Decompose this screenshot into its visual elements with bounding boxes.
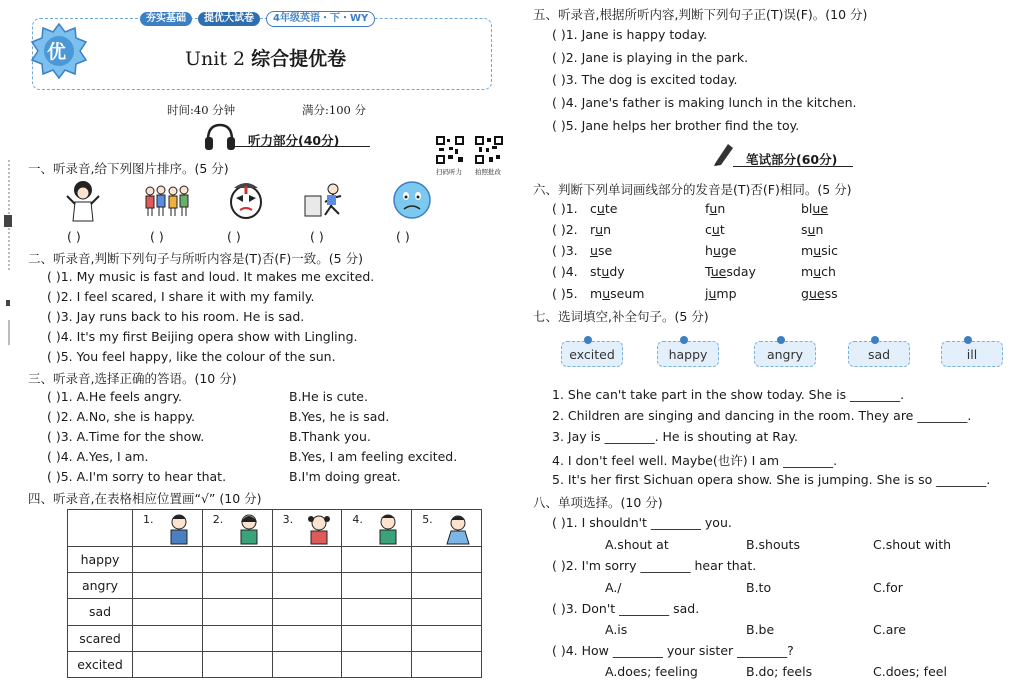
- part3-option-b: B.He is cute.: [289, 389, 368, 404]
- part6-number: ( )1.: [552, 201, 578, 216]
- part6-number: ( )5.: [552, 286, 578, 301]
- listening-qr-icon[interactable]: [435, 135, 465, 165]
- part8-option-a: A.shout at: [605, 537, 669, 552]
- grid-cell[interactable]: [133, 625, 203, 651]
- grid-cell[interactable]: [133, 573, 203, 599]
- part1-title: 一、听录音,给下列图片排序。(5 分): [28, 161, 229, 176]
- word-angry: angry: [766, 346, 804, 362]
- part5-item: ( )1. Jane is happy today.: [552, 27, 708, 42]
- pic4-blank[interactable]: ( ): [310, 229, 324, 244]
- grid-row-label: sad: [68, 599, 133, 625]
- pic1-blank[interactable]: ( ): [67, 229, 81, 244]
- part6-word: cute: [590, 201, 618, 216]
- children-group-picture: [143, 183, 191, 219]
- grid-col-header: [202, 510, 272, 547]
- part6-word: museum: [590, 286, 645, 301]
- part2-item: ( )4. It's my first Beijing opera show with Lingling.: [47, 329, 358, 344]
- part3-question: ( )3. A.Time for the show.: [47, 429, 205, 444]
- col-number: 1.: [143, 513, 154, 526]
- part8-option-b: B.be: [746, 622, 775, 637]
- part3-option-b: B.Yes, I am feeling excited.: [289, 449, 458, 464]
- col-number: 4.: [352, 513, 363, 526]
- part8-option-c: C.shout with: [873, 537, 952, 552]
- part6-word: music: [801, 243, 838, 258]
- part2-title: 二、听录音,判断下列句子与所听内容是(T)否(F)一致。(5 分): [28, 251, 363, 266]
- grid-cell[interactable]: [133, 651, 203, 677]
- grid-cell[interactable]: [133, 599, 203, 625]
- grid-cell[interactable]: [412, 651, 482, 677]
- part8-question: ( )3. Don't ________ sad.: [552, 601, 700, 616]
- pin-icon: [964, 336, 972, 344]
- grid-cell[interactable]: [272, 625, 342, 651]
- part2-item: ( )3. Jay runs back to his room. He is sad.: [47, 309, 305, 324]
- part6-word: sun: [801, 222, 824, 237]
- part6-word: study: [590, 264, 625, 279]
- qr2-label: 拍照批改: [475, 168, 501, 176]
- part5-title: 五、听录音,根据所听内容,判断下列句子正(T)误(F)。(10 分): [533, 7, 868, 22]
- word-happy: happy: [668, 346, 708, 362]
- part6-number: ( )4.: [552, 264, 578, 279]
- grid-cell[interactable]: [202, 651, 272, 677]
- grid-cell[interactable]: [272, 651, 342, 677]
- grid-cell[interactable]: [202, 625, 272, 651]
- part8-option-b: B.shouts: [746, 537, 800, 552]
- part3-option-b: B.Yes, he is sad.: [289, 409, 390, 424]
- part6-number: ( )3.: [552, 243, 578, 258]
- part8-option-a: A.does; feeling: [605, 664, 698, 679]
- grading-qr-icon[interactable]: [474, 135, 504, 165]
- grid-cell[interactable]: [412, 573, 482, 599]
- pic5-blank[interactable]: ( ): [396, 229, 410, 244]
- grid-cell[interactable]: [342, 625, 412, 651]
- grid-cell[interactable]: [342, 651, 412, 677]
- grid-cell[interactable]: [342, 599, 412, 625]
- part6-word: cut: [705, 222, 725, 237]
- qr1-label: 扫码听力: [436, 168, 462, 176]
- grid-cell[interactable]: [272, 547, 342, 573]
- pin-icon: [871, 336, 879, 344]
- word-ill: ill: [966, 346, 978, 362]
- part6-word: much: [801, 264, 836, 279]
- col-number: 2.: [212, 513, 224, 526]
- part3-title: 三、听录音,选择正确的答语。(10 分): [28, 371, 237, 386]
- part6-word: blue: [801, 201, 829, 216]
- girl1-avatar: [235, 513, 263, 545]
- banner-tags: [140, 12, 375, 26]
- part3-question: ( )4. A.Yes, I am.: [47, 449, 149, 464]
- pin-icon: [777, 336, 785, 344]
- grid-cell[interactable]: [412, 625, 482, 651]
- word-box-ill: [941, 341, 1003, 367]
- part8-question: ( )1. I shouldn't ________ you.: [552, 515, 732, 530]
- grid-col-header: [272, 510, 342, 547]
- exam-score: 满分:100 分: [302, 103, 366, 117]
- grid-cell[interactable]: [272, 573, 342, 599]
- opera-mask-picture: [226, 180, 266, 220]
- title-cn: 综合提优卷: [251, 48, 347, 70]
- part8-option-b: B.to: [746, 580, 772, 595]
- grid-cell[interactable]: [202, 573, 272, 599]
- grid-cell[interactable]: [412, 599, 482, 625]
- part8-option-b: B.do; feels: [746, 664, 813, 679]
- part3-question: ( )2. A.No, she is happy.: [47, 409, 195, 424]
- part8-title: 八、单项选择。(10 分): [533, 495, 663, 510]
- part8-option-c: C.are: [873, 622, 906, 637]
- part3-question: ( )1. A.He feels angry.: [47, 389, 182, 404]
- part8-question: ( )4. How ________ your sister ________?: [552, 643, 794, 658]
- tag-basic: 夯实基础: [140, 12, 192, 26]
- badge-text: 优: [47, 41, 67, 63]
- word-box-sad: [848, 341, 910, 367]
- boy1-avatar: [165, 513, 193, 545]
- pic3-blank[interactable]: ( ): [227, 229, 241, 244]
- grid-row-label: excited: [68, 651, 133, 677]
- part6-word: use: [590, 243, 613, 258]
- tag-grade: 4年级英语・下・WY: [266, 11, 375, 27]
- part7-item: 5. It's her first Sichuan opera show. She is jumping. She is so ________.: [552, 472, 991, 487]
- part6-word: guess: [801, 286, 838, 301]
- part5-item: ( )4. Jane's father is making lunch in the kitchen.: [552, 95, 857, 110]
- part6-word: Tuesday: [705, 264, 756, 279]
- part3-option-b: B.I'm doing great.: [289, 469, 401, 484]
- emotion-grid-table: [67, 509, 482, 678]
- word-box-angry: [754, 341, 816, 367]
- part6-word: run: [590, 222, 612, 237]
- tag-series: 提优大试卷: [198, 12, 260, 26]
- grid-col-header: [412, 510, 482, 547]
- binding-edge: [0, 0, 20, 687]
- grid-row-label: angry: [68, 573, 133, 599]
- part2-item: ( )1. My music is fast and loud. It makes me excited.: [47, 269, 375, 284]
- part6-number: ( )2.: [552, 222, 578, 237]
- part6-word: huge: [705, 243, 737, 258]
- part8-question: ( )2. I'm sorry ________ hear that.: [552, 558, 757, 573]
- girl2-avatar: [305, 513, 333, 545]
- part7-item: 2. Children are singing and dancing in the room. They are ________.: [552, 408, 972, 423]
- part7-title: 七、选词填空,补全句子。(5 分): [533, 309, 709, 324]
- part8-option-c: C.does; feel: [873, 664, 947, 679]
- word-box-happy: [657, 341, 719, 367]
- grid-cell[interactable]: [342, 547, 412, 573]
- sad-face-picture: [392, 180, 432, 220]
- part8-option-c: C.for: [873, 580, 903, 595]
- pic2-blank[interactable]: ( ): [150, 229, 164, 244]
- grid-col-header: [342, 510, 412, 547]
- part3-option-b: B.Thank you.: [289, 429, 371, 444]
- part5-item: ( )3. The dog is excited today.: [552, 72, 738, 87]
- grid-cell[interactable]: [202, 599, 272, 625]
- part7-item: 3. Jay is ________. He is shouting at Ray.: [552, 429, 798, 444]
- grid-cell[interactable]: [133, 547, 203, 573]
- boy-running-picture: [303, 182, 347, 218]
- part8-option-a: A./: [605, 580, 622, 595]
- grid-corner: [68, 510, 133, 547]
- boy3-avatar: [444, 513, 472, 545]
- writing-title: 笔试部分(60分): [746, 152, 838, 167]
- part2-item: ( )5. You feel happy, like the colour of the sun.: [47, 349, 336, 364]
- title-en: Unit 2: [185, 48, 252, 70]
- grid-col-header: [133, 510, 203, 547]
- part7-item: 1. She can't take part in the show today. She is ________.: [552, 387, 905, 402]
- grid-cell[interactable]: [342, 573, 412, 599]
- grid-row-label: happy: [68, 547, 133, 573]
- pin-icon: [680, 336, 688, 344]
- pin-icon: [584, 336, 592, 344]
- word-sad: sad: [867, 346, 891, 362]
- part6-word: jump: [705, 286, 737, 301]
- scared-girl-picture: [63, 180, 103, 222]
- part7-item: 4. I don't feel well. Maybe(也许) I am ________.: [552, 453, 838, 468]
- grid-row-label: scared: [68, 625, 133, 651]
- exam-time: 时间:40 分钟: [167, 103, 236, 117]
- part6-title: 六、判断下列单词画线部分的发音是(T)否(F)相同。(5 分): [533, 182, 852, 197]
- part4-title: 四、听录音,在表格相应位置画“√” (10 分): [28, 491, 262, 506]
- grid-cell[interactable]: [272, 599, 342, 625]
- part8-option-a: A.is: [605, 622, 628, 637]
- page-title: [185, 44, 346, 71]
- grid-cell[interactable]: [202, 547, 272, 573]
- part6-word: fun: [705, 201, 726, 216]
- part3-question: ( )5. A.I'm sorry to hear that.: [47, 469, 227, 484]
- word-box-excited: [561, 341, 623, 367]
- part5-item: ( )5. Jane helps her brother find the toy.: [552, 118, 800, 133]
- grid-cell[interactable]: [412, 547, 482, 573]
- listening-title: 听力部分(40分): [248, 133, 340, 148]
- part2-item: ( )2. I feel scared, I share it with my family.: [47, 289, 315, 304]
- part5-item: ( )2. Jane is playing in the park.: [552, 50, 749, 65]
- boy2-avatar: [374, 513, 402, 545]
- col-number: 5.: [422, 513, 433, 526]
- col-number: 3.: [282, 513, 294, 526]
- word-excited: excited: [569, 346, 615, 362]
